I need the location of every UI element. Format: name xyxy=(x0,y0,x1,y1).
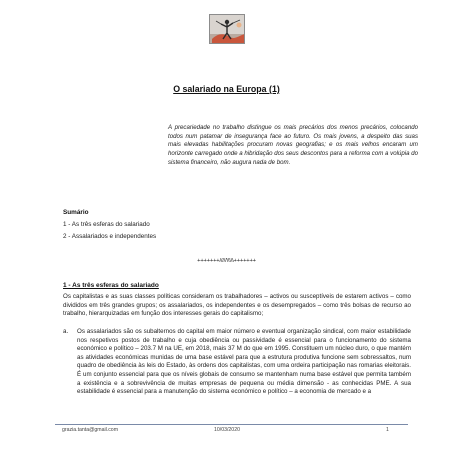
summary-item-2: 2 - Assalariados e independentes xyxy=(63,233,157,240)
footer-date: 10/03/2020 xyxy=(214,427,240,433)
footer-divider xyxy=(55,424,408,425)
logo-illustration-icon xyxy=(210,15,245,44)
header-logo-image xyxy=(209,14,245,44)
footer-email: grazia.tanta@gmail.com xyxy=(62,427,119,433)
summary-item-1: 1 - As três esferas do salariado xyxy=(63,221,150,228)
section-separator: +++++++/////\\\\\+++++++ xyxy=(197,258,256,264)
list-item-marker: a. xyxy=(63,328,69,335)
document-title: O salariado na Europa (1) xyxy=(173,84,280,94)
list-item-a xyxy=(63,328,411,397)
abstract-paragraph: A precariedade no trabalho distingue os mais precários dos menos precários, colocando todos num patamar de insegurança face ao futuro. Os mais jovens, a despeito das suas mais elevadas habilitações procuram novas geografias; e os mais velhos encaram um horizonte carregado onde a hibridação dos seus descontos para a reforma com a volúpia do sistema financeiro, não augura nada de bom. xyxy=(168,124,418,166)
section-1-heading: 1 - As três esferas do salariado xyxy=(63,282,159,289)
list-item-a-text: Os assalariados são os subalternos do capital em maior número e eventual organização sindical, com maior estabilidade nos respetivos postos de trabalho e cuja obediência ou passividade é essencial para o funcionamento do sistema económico e político – 203.7 M na UE, em 2018, mais 37 M do que em 1995. Constituem um núcleo duro, o que mantém as atividades económicas munidas de uma base estável para que a estrutura produtiva funcione sem sobressaltos, num quadro de obediência às leis do Estado, às ordens dos capitalistas, com uma ordeira participação nas romarias eleitorais. É um conjunto essencial para que os níveis globais de consumo se mantenham numa base estável que permita também a existência e a sobrevivência de muitas empresas de pequena ou média dimensão - as conhecidas PME. A sua estabilidade é essencial para a manutenção do sistema económico e político – a economia de mercado e a xyxy=(77,328,411,396)
footer-page-number: 1 xyxy=(386,427,389,433)
summary-heading: Sumário xyxy=(63,209,89,216)
section-1-paragraph: Os capitalistas e as suas classes políticas consideram os trabalhadores – activos ou susceptíveis de estarem activos – como divididos em três grandes grupos; os assalariados, os independentes e os desempregados – como três bolsas de recurso ao trabalho, hierarquizadas em função dos interesses gerais do capitalismo; xyxy=(63,293,411,318)
